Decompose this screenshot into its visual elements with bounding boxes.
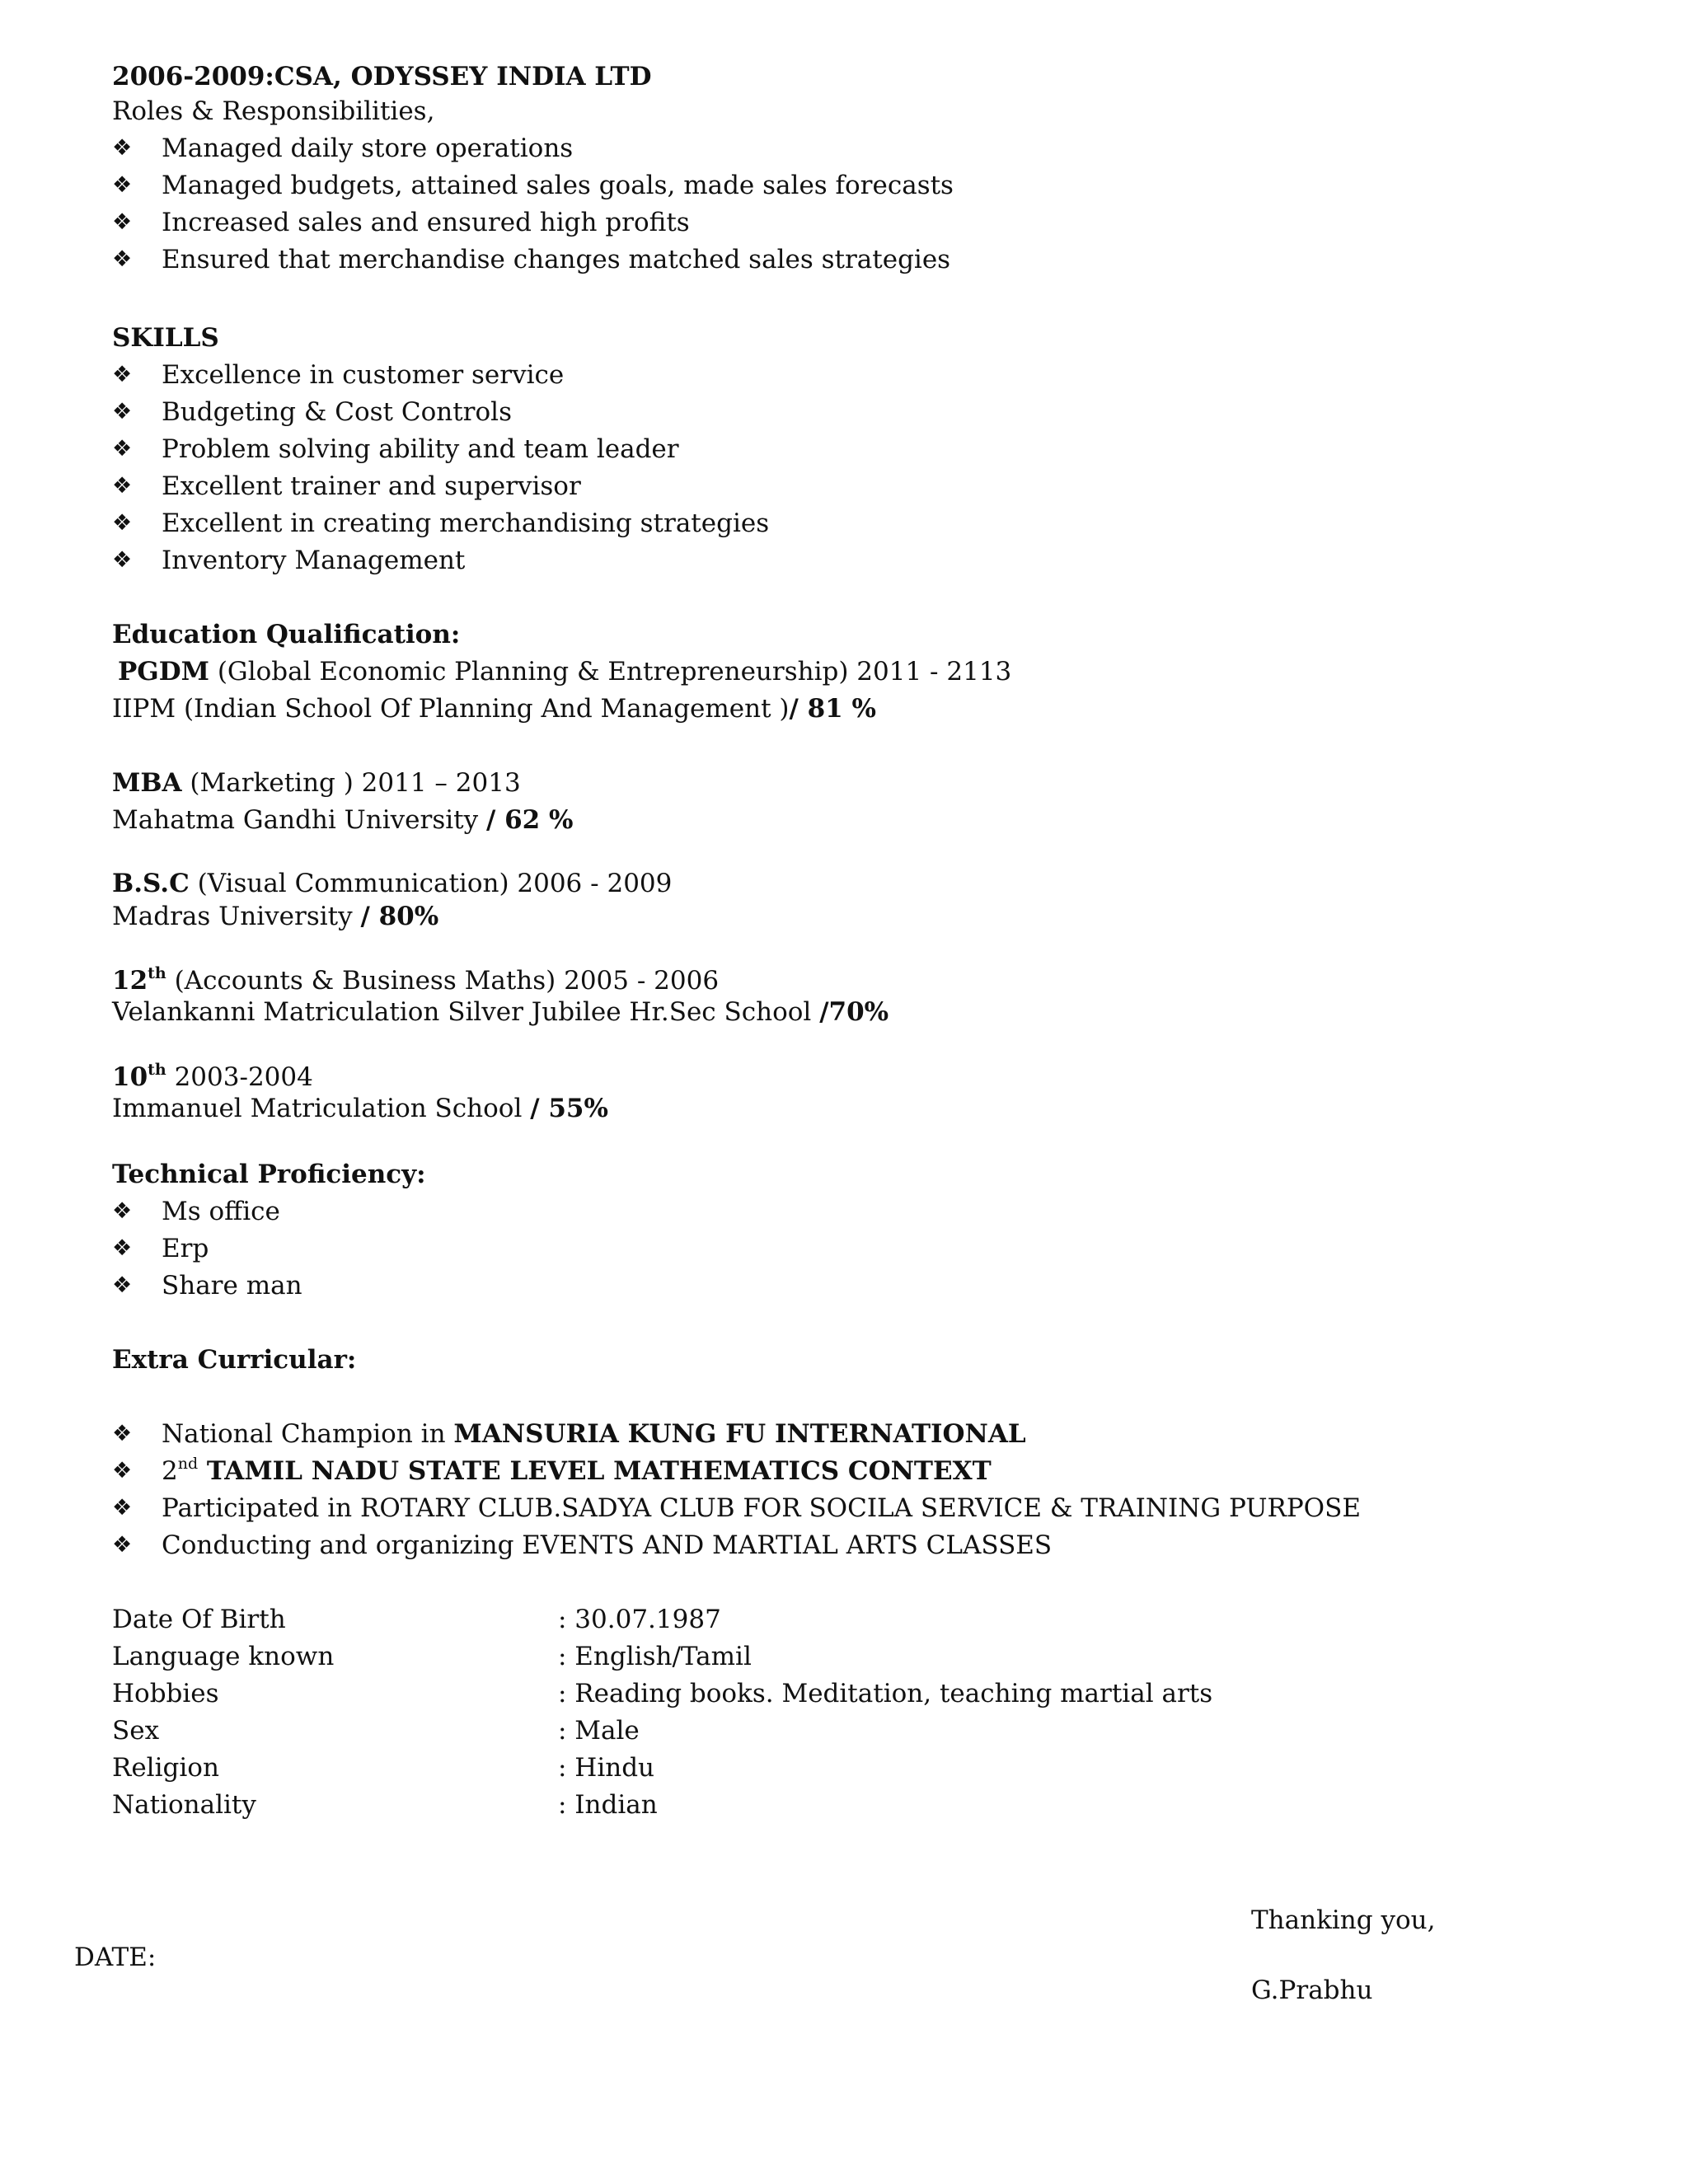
education-bsc-institution: Madras University / 80%	[112, 902, 439, 931]
bullet-icon: ❖	[112, 436, 133, 462]
bullet-icon: ❖	[112, 547, 133, 573]
education-pgdm-institution: IIPM (Indian School Of Planning And Management )/ 81 %	[112, 694, 877, 724]
skills-heading: SKILLS	[112, 323, 219, 353]
education-mba-institution: Mahatma Gandhi University / 62 %	[112, 805, 574, 835]
technical-heading: Technical Proficiency:	[112, 1160, 426, 1189]
personal-value: : Reading books. Meditation, teaching martial arts	[558, 1679, 1213, 1708]
experience-title: 2006-2009:CSA, ODYSSEY INDIA LTD	[112, 62, 652, 91]
signature-name: G.Prabhu	[1251, 1975, 1373, 2005]
education-10th-line: 10th 2003-2004	[112, 1061, 313, 1092]
resume-page: 2006-2009:CSA, ODYSSEY INDIA LTD Roles & Responsibilities, ❖ Managed daily store operations ❖ Managed budgets, attained sales goals, made sales forecasts ❖ Increased sales and ensured high profits ❖ Ensured that merchandise changes matched sales strategies SKILLS ❖ Excellence in customer service ❖ Budgeting & Cost Controls ❖ Problem solving ability and team leader ❖ Excellent trainer and supervisor ❖ Excellent in creating merchandising strategies ❖ Inventory Management Education Qualification: PGDM (Global Economic Planning & Entrepreneurship) 2011 - 2113 IIPM (Indian School Of Planning And Management )/ 81 % MBA (Marketing ) 2011 – 2013 Mahatma Gandhi University / 62 % B.S.C (Visual Communication) 2006 - 2009 Madras University / 80% 12th (Accounts & Business Maths) 2005 - 2006 Velankanni Matriculation Silver Jubilee Hr.Sec School /70% 10th 2003-2004 Immanuel Matriculation School / 55% Technical Proficiency: ❖ Ms office ❖ Erp ❖ Share man Extra Curricular: ❖ National Champion in MANSURIA KUNG FU INTERNATIONAL ❖ 2nd TAMIL NADU STATE LEVEL MATHEMATICS CONTEXT ❖ Participated in ROTARY CLUB.SADYA CLUB FOR SOCILA SERVICE & TRAINING PURPOSE ❖ Conducting and organizing EVENTS AND MARTIAL ARTS CLASSES Date Of Birth : 30.07.1987 Language known : English/Tamil Hobbies : Reading books. Meditation, teaching martial arts Sex : Male Religion : Hindu Nationality : Indian Thanking you, DATE: G.Prabhu	[74, 62, 1436, 2005]
extra-heading: Extra Curricular:	[112, 1345, 357, 1375]
bullet-icon: ❖	[112, 1421, 133, 1446]
bullet-icon: ❖	[112, 1532, 133, 1558]
bullet-icon: ❖	[112, 172, 133, 198]
education-mba-line: MBA (Marketing ) 2011 – 2013	[112, 768, 521, 798]
personal-value: : Male	[558, 1716, 640, 1746]
bullet-icon: ❖	[112, 510, 133, 536]
experience-subtitle: Roles & Responsibilities,	[112, 96, 435, 126]
personal-value: : Indian	[558, 1790, 658, 1820]
bullet-icon: ❖	[112, 1495, 133, 1521]
bullet-icon: ❖	[112, 473, 133, 499]
bullet-icon: ❖	[112, 399, 133, 424]
personal-label: Nationality	[112, 1790, 256, 1820]
bullet-icon: ❖	[112, 1458, 133, 1483]
personal-value: : English/Tamil	[558, 1642, 752, 1671]
date-label: DATE:	[74, 1943, 157, 1972]
personal-label: Hobbies	[112, 1679, 219, 1708]
bullet-icon: ❖	[112, 135, 133, 161]
bullet-icon: ❖	[112, 209, 133, 235]
education-pgdm-line: PGDM (Global Economic Planning & Entrepreneurship) 2011 - 2113	[118, 657, 1012, 687]
education-10th-institution: Immanuel Matriculation School / 55%	[112, 1094, 608, 1123]
personal-label: Sex	[112, 1716, 160, 1746]
closing-thanks: Thanking you,	[1251, 1905, 1436, 1935]
bullet-icon: ❖	[112, 362, 133, 387]
bullet-icon: ❖	[112, 1198, 133, 1224]
bullet-icon: ❖	[112, 246, 133, 272]
education-12th-institution: Velankanni Matriculation Silver Jubilee Hr.Sec School /70%	[112, 997, 889, 1027]
personal-label: Religion	[112, 1753, 219, 1783]
education-bsc-line: B.S.C (Visual Communication) 2006 - 2009	[112, 869, 673, 898]
bullet-icon: ❖	[112, 1272, 133, 1298]
personal-label: Language known	[112, 1642, 335, 1671]
bullet-icon: ❖	[112, 1235, 133, 1261]
education-12th-line: 12th (Accounts & Business Maths) 2005 - 2006	[112, 964, 720, 996]
personal-value: : 30.07.1987	[558, 1605, 721, 1634]
personal-label: Date Of Birth	[112, 1605, 286, 1634]
personal-value: : Hindu	[558, 1753, 655, 1783]
education-heading: Education Qualification:	[112, 620, 461, 649]
